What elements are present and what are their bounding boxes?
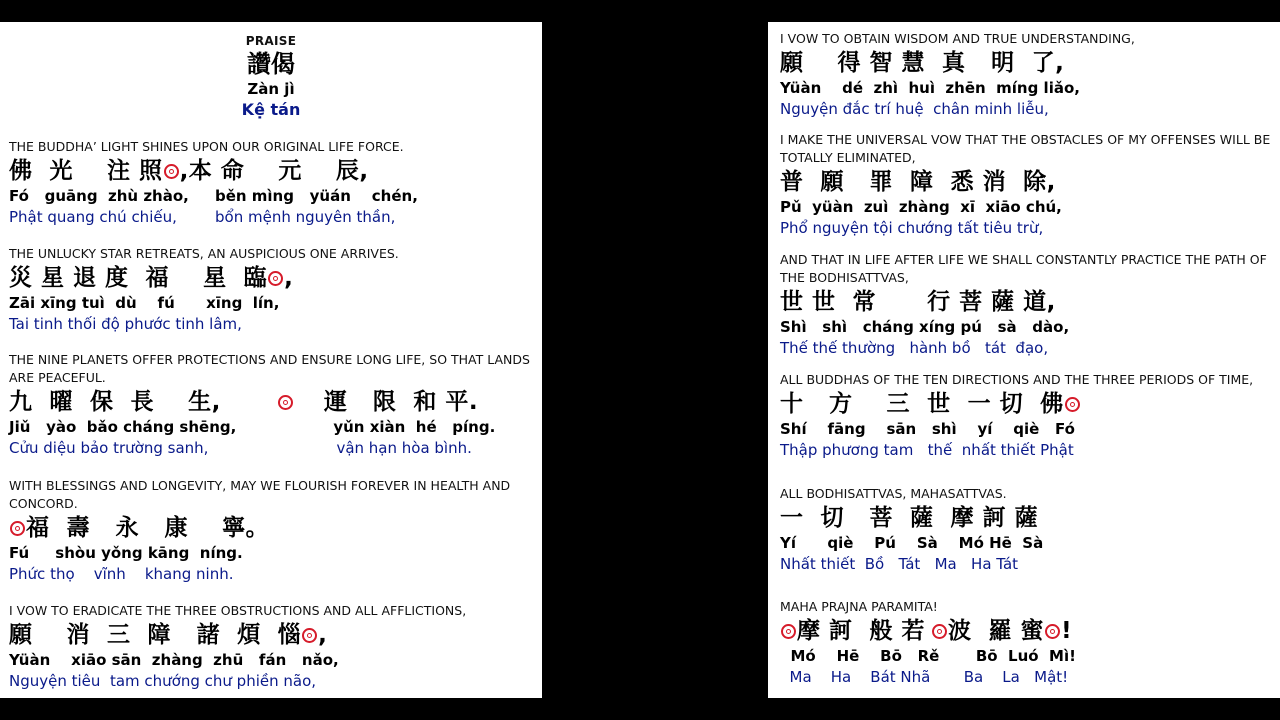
chinese-part: 十 方 三 世 一 切 佛: [780, 391, 1064, 417]
verse-english: I VOW TO ERADICATE THE THREE OBSTRUCTIONS AND ALL AFFLICTIONS,: [9, 603, 467, 618]
verse-4: [9, 477, 536, 585]
verse-5: [9, 602, 536, 692]
chinese-part: 福 壽 永 康 寧。: [26, 515, 270, 541]
ritual-mark-icon: [278, 395, 293, 410]
right-page: [768, 22, 1280, 698]
verse-vietnamese: Nhất thiết Bồ Tát Ma Ha Tát: [780, 555, 1019, 573]
ritual-mark-icon: [164, 164, 179, 179]
verse-english: I VOW TO OBTAIN WISDOM AND TRUE UNDERSTANDING,: [780, 31, 1135, 46]
header-english: PRAISE: [245, 34, 297, 48]
header-pinyin: Zàn jì: [247, 80, 295, 98]
ritual-mark-icon: [268, 271, 283, 286]
verse-english: ALL BODHISATTVAS, MAHASATTVAS.: [780, 486, 1007, 501]
verse-english: MAHA PRAJNA PARAMITA!: [780, 599, 938, 614]
verse-vietnamese: Phổ nguyện tội chướng tất tiêu trừ,: [780, 219, 1044, 237]
chinese-part: ,: [284, 265, 294, 291]
verse-vietnamese: Phức thọ vĩnh khang ninh.: [9, 565, 234, 583]
verse-pinyin: Zāi xīng tuì dù fú xīng lín,: [9, 294, 280, 312]
verse-pinyin: Fú shòu yǒng kāng níng.: [9, 544, 243, 562]
verse-pinyin: Yüàn xiāo sān zhàng zhū fán nǎo,: [9, 651, 339, 669]
verse-pinyin: Shì shì cháng xíng pú sà dào,: [780, 318, 1070, 336]
ritual-mark-icon: [932, 624, 947, 639]
verse-vietnamese: Nguyện đắc trí huệ chân minh liễu,: [780, 100, 1049, 118]
verse-vietnamese: Tai tinh thối độ phước tinh lâm,: [9, 315, 242, 333]
verse-pinyin: Yí qiè Pú Sà Mó Hē Sà: [780, 534, 1044, 552]
verse-pinyin: Shí fāng sān shì yí qiè Fó: [780, 420, 1075, 438]
ritual-mark-icon: [10, 521, 25, 536]
verse-chinese: 一 切 菩 薩 摩 訶 薩: [780, 505, 1039, 531]
verse-11: [780, 598, 1276, 688]
chinese-part: 波 羅 蜜: [948, 618, 1045, 644]
chinese-part: 災 星 退 度 福 星 臨: [9, 265, 268, 291]
verse-pinyin: Mó Hē Bō Rě Bō Luó Mì!: [780, 647, 1076, 665]
verse-vietnamese: [9, 438, 536, 459]
verse-9: [780, 371, 1276, 461]
praise-header: [0, 34, 542, 120]
verse-pinyin: Fó guāng zhù zhào, běn mìng yüán chén,: [9, 187, 418, 205]
verse-vietnamese: Phật quang chú chiếu, bổn mệnh nguyên thần,: [9, 208, 396, 226]
vietnamese-part: Cửu diệu bảo trường sanh,: [9, 439, 209, 457]
verse-chinese: [780, 389, 1276, 419]
chinese-part: 佛 光 注 照: [9, 158, 163, 184]
chinese-part: !: [1061, 618, 1073, 644]
verse-chinese: 普 願 罪 障 悉 消 除,: [780, 169, 1056, 195]
pinyin-part: Jiǔ yào bǎo cháng shēng,: [9, 418, 237, 436]
verse-1: [9, 138, 536, 228]
verse-english: THE UNLUCKY STAR RETREATS, AN AUSPICIOUS ONE ARRIVES.: [9, 246, 399, 261]
header-vietnamese: Kệ tán: [241, 100, 301, 119]
ritual-mark-icon: [302, 628, 317, 643]
verse-chinese: 願 得 智 慧 真 明 了,: [780, 50, 1065, 76]
left-page: [0, 22, 542, 698]
verse-english: THE NINE PLANETS OFFER PROTECTIONS AND ENSURE LONG LIFE, SO THAT LANDS ARE PEACEFUL.: [9, 352, 530, 385]
verse-vietnamese: Nguyện tiêu tam chướng chư phiền não,: [9, 672, 317, 690]
verse-english: THE BUDDHA’ LIGHT SHINES UPON OUR ORIGINAL LIFE FORCE.: [9, 139, 404, 154]
verse-chinese: 世 世 常 行 菩 薩 道,: [780, 289, 1056, 315]
chinese-part: ,本 命 元 辰,: [179, 158, 369, 184]
chinese-part: 願 消 三 障 諸 煩 惱: [9, 622, 302, 648]
verse-pinyin: [9, 417, 536, 438]
verse-6: [780, 30, 1276, 120]
ritual-mark-icon: [1045, 624, 1060, 639]
verse-vietnamese: Thế thế thường hành bồ tát đạo,: [780, 339, 1049, 357]
chinese-part: 摩 訶 般 若: [797, 618, 926, 644]
chinese-part: 運 限 和 平.: [323, 389, 479, 415]
verse-chinese: [9, 620, 536, 650]
verse-pinyin: Yüàn dé zhì huì zhēn míng liǎo,: [780, 79, 1080, 97]
verse-chinese: [9, 263, 536, 293]
verse-vietnamese: Thập phương tam thế nhất thiết Phật: [780, 441, 1074, 459]
pinyin-part: yǔn xiàn hé píng.: [333, 418, 496, 436]
verse-2: [9, 245, 536, 335]
verse-chinese: [9, 513, 536, 543]
verse-3: [9, 351, 536, 459]
chinese-part: 九 曜 保 長 生,: [9, 389, 221, 415]
ritual-mark-icon: [1065, 397, 1080, 412]
ritual-mark-icon: [781, 624, 796, 639]
verse-chinese: [9, 387, 536, 417]
header-chinese: 讚偈: [247, 50, 295, 78]
vietnamese-part: vận hạn hòa bình.: [336, 439, 472, 457]
verse-10: [780, 485, 1276, 575]
verse-english: WITH BLESSINGS AND LONGEVITY, MAY WE FLOURISH FOREVER IN HEALTH AND CONCORD.: [9, 478, 511, 511]
verse-pinyin: Pǔ yüàn zuì zhàng xī xiāo chú,: [780, 198, 1062, 216]
verse-english: I MAKE THE UNIVERSAL VOW THAT THE OBSTACLES OF MY OFFENSES WILL BE TOTALLY ELIMINATED,: [780, 132, 1271, 165]
verse-8: [780, 251, 1276, 359]
verse-chinese: [780, 616, 1276, 646]
chinese-part: ,: [318, 622, 328, 648]
verse-7: [780, 131, 1276, 239]
verse-english: ALL BUDDHAS OF THE TEN DIRECTIONS AND THE THREE PERIODS OF TIME,: [780, 372, 1254, 387]
verse-english: AND THAT IN LIFE AFTER LIFE WE SHALL CONSTANTLY PRACTICE THE PATH OF THE BODHISATTVAS,: [780, 252, 1267, 285]
verse-vietnamese: Ma Ha Bát Nhã Ba La Mật!: [780, 668, 1069, 686]
verse-chinese: [9, 156, 536, 186]
